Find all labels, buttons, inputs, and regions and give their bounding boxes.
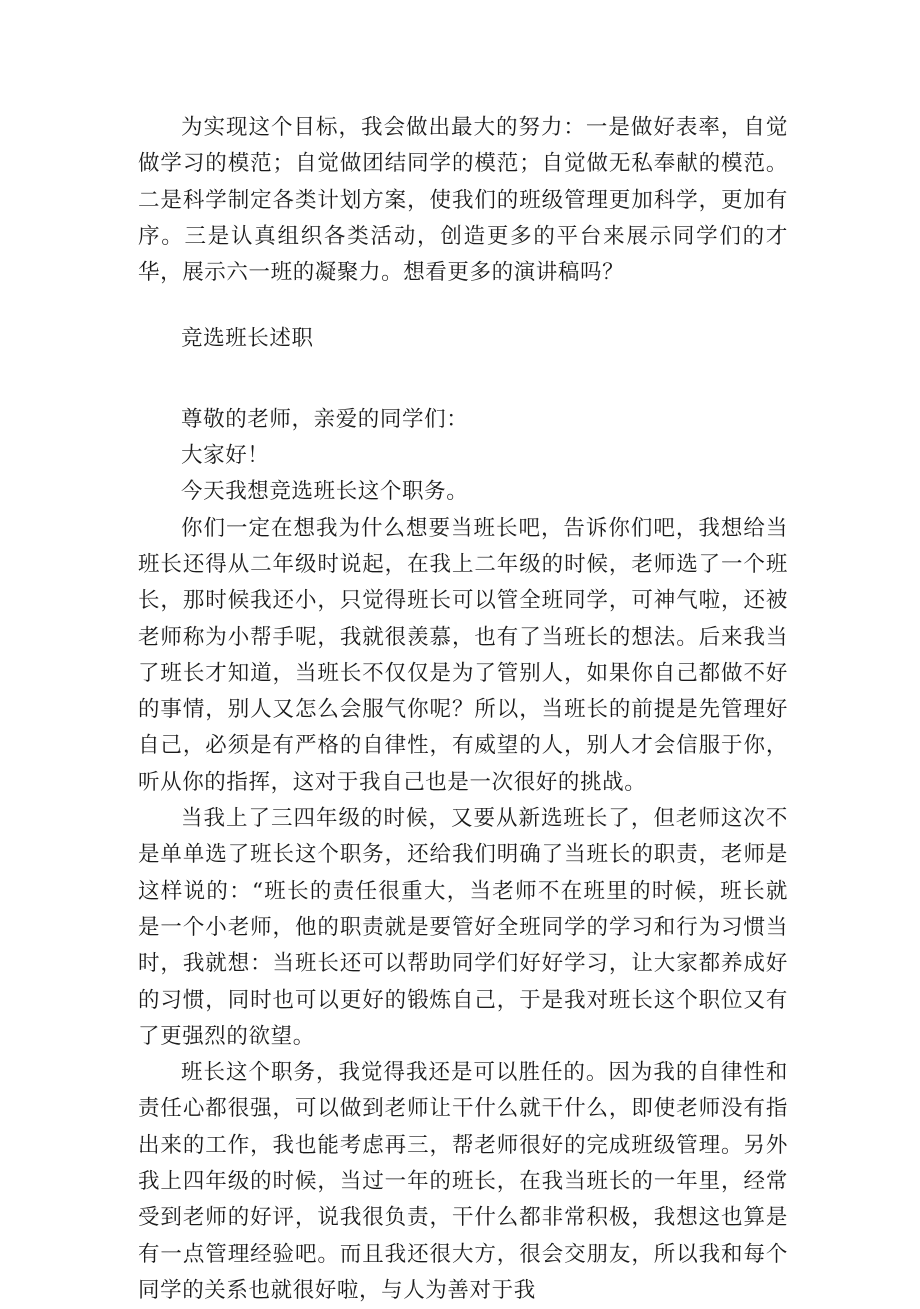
- opening-line: 今天我想竞选班长这个职务。: [181, 479, 469, 505]
- salutation: 尊敬的老师，亲爱的同学们：: [181, 406, 469, 432]
- body-paragraph: 你们一定在想我为什么想要当班长吧，告诉你们吧，我想给当班长还得从二年级时说起，在我上二年级的时候，老师选了一个班长，那时候我还小，只觉得班长可以管全班同学，可神气啦，还被老师称为小帮手呢，我就很羡慕，也有了当班长的想法。后来我当了班长才知道，当班长不仅仅是为了管别人，如果你自己都做不好的事情，别人又怎么会服气你呢？所以，当班长的前提是先管理好自己，必须是有严格的自律性，有威望的人，别人才会信服于你，听从你的指挥，这对于我自己也是一次很好的挑战。: [138, 515, 788, 795]
- body-paragraph: 当我上了三四年级的时候，又要从新选班长了，但老师这次不是单单选了班长这个职务，还给我们明确了当班长的职责，老师是这样说的：“班长的责任很重大，当老师不在班里的时候，班长就是一个小老师，他的职责就是要管好全班同学的学习和行为习惯当时，我就想：当班长还可以帮助同学们好好学习，让大家都养成好的习惯，同时也可以更好的锻炼自己，于是我对班长这个职位又有了更强烈的欲望。: [138, 806, 788, 1049]
- body-paragraph: 班长这个职务，我觉得我还是可以胜任的。因为我的自律性和责任心都很强，可以做到老师让干什么就干什么，即使老师没有指出来的工作，我也能考虑再三，帮老师很好的完成班级管理。另外我上四年级的时候，当过一年的班长，在我当班长的一年里，经常受到老师的好评，说我很负责，干什么都非常积极，我想这也算是有一点管理经验吧。而且我还很大方，很会交朋友，所以我和每个同学的关系也就很好啦，与人为善对于我: [138, 1060, 788, 1303]
- section-title: 竞选班长述职: [181, 326, 314, 352]
- greeting: 大家好！: [181, 443, 270, 469]
- spacer: [138, 291, 788, 321]
- spacer: [138, 358, 788, 402]
- text-column: [138, 110, 788, 1309]
- intro-paragraph: 为实现这个目标，我会做出最大的努力：一是做好表率，自觉做学习的模范；自觉做团结同学的模范；自觉做无私奉献的模范。二是科学制定各类计划方案，使我们的班级管理更加科学，更加有序。三是认真组织各类活动，创造更多的平台来展示同学们的才华，展示六一班的凝聚力。想看更多的演讲稿吗？: [138, 115, 788, 286]
